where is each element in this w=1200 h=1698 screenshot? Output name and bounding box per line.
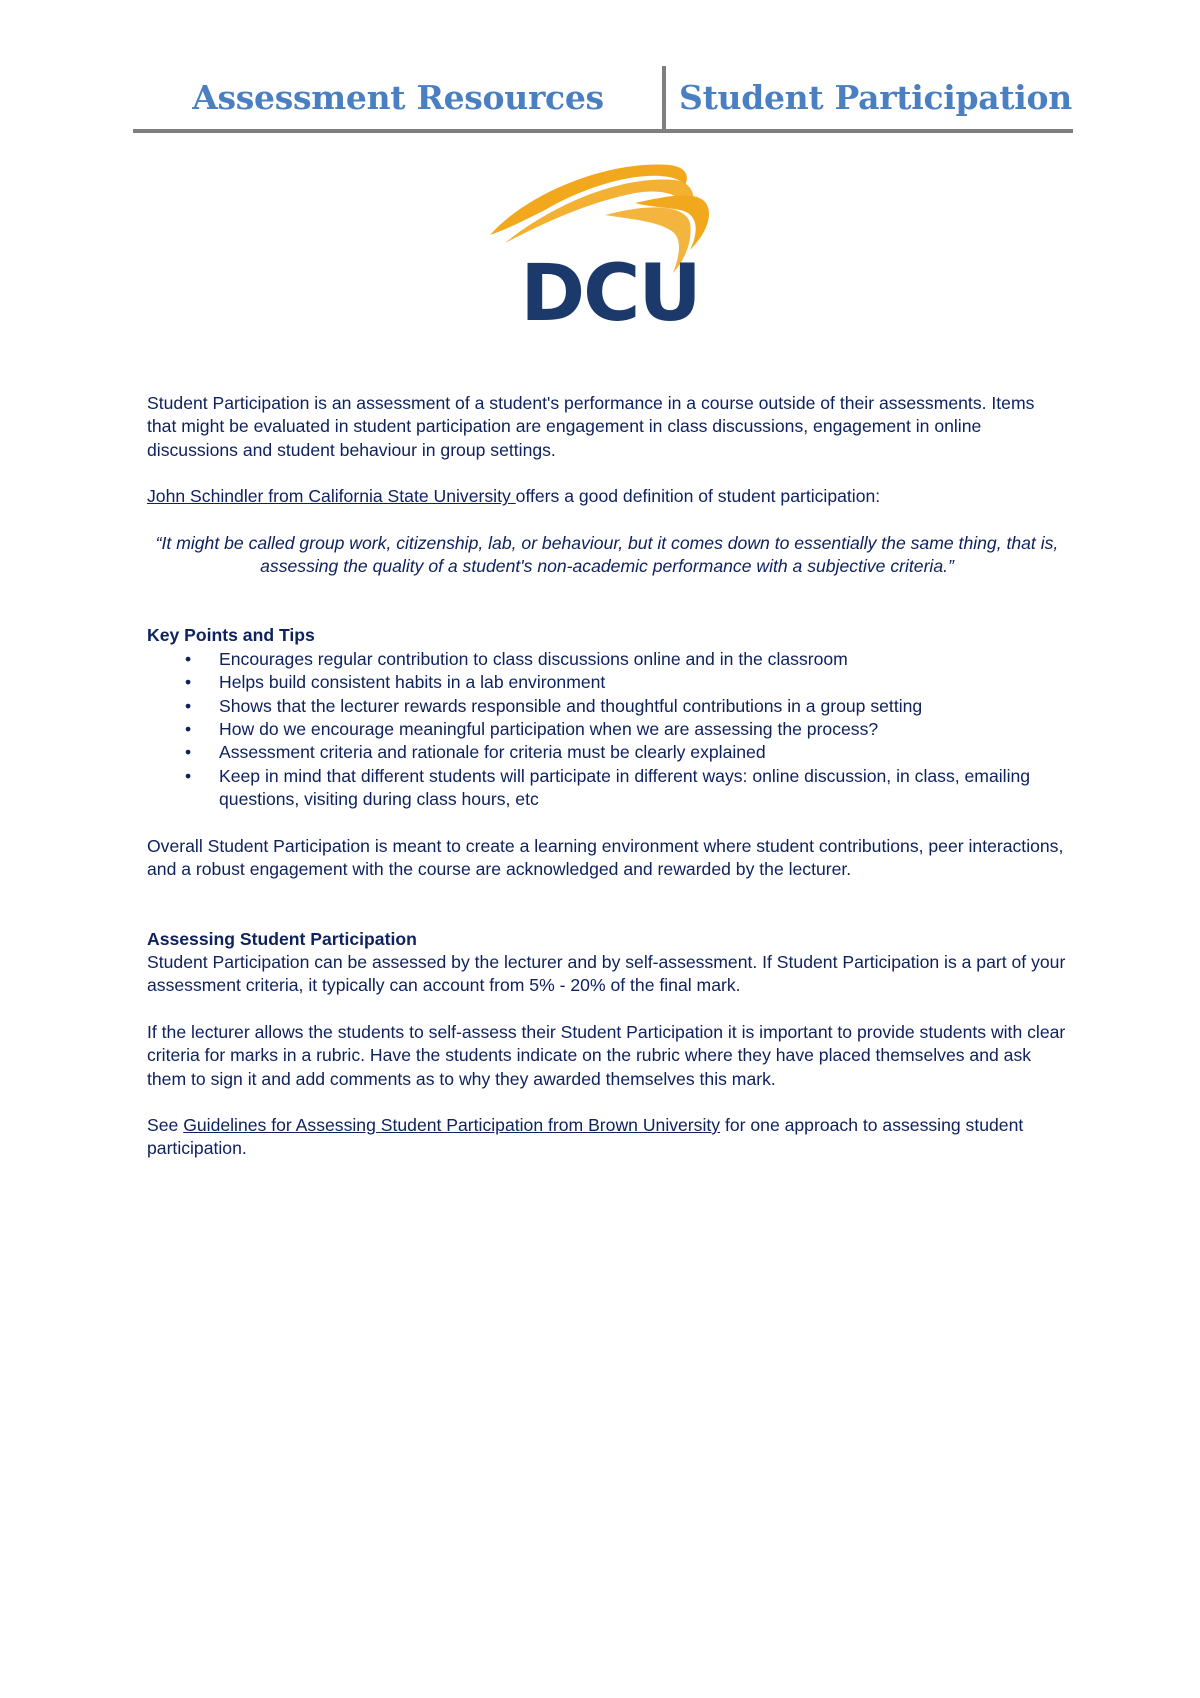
- logo-text: DCU: [520, 249, 700, 330]
- page-header: [133, 66, 1073, 134]
- definition-paragraph: [147, 485, 1067, 508]
- dcu-logo-graphic: [485, 155, 735, 330]
- key-points-list: [147, 648, 1067, 812]
- list-item: • Encourages regular contribution to class discussions online and in the classroom: [147, 648, 1067, 671]
- bullet-icon: •: [185, 695, 192, 716]
- definition-quote: “It might be called group work, citizenship, lab, or behaviour, but it comes down to essentially the same thing, that is, assessing the quality of a student's non-academic performance with a subjective criteria.”: [155, 532, 1059, 577]
- list-item: • Keep in mind that different students will participate in different ways: online discussion, in class, emailing questions, visiting during class hours, etc: [185, 765, 1031, 810]
- bullet-icon: •: [185, 648, 192, 669]
- key-points-heading: Key Points and Tips: [147, 625, 315, 646]
- bullet-icon: •: [185, 672, 192, 693]
- intro-paragraph: Student Participation is an assessment of a student's performance in a course outside of their assessments. Items that might be evaluated in student participation are engagement in class discussions, engagement in online discussions and student behaviour in group settings.: [147, 393, 1035, 460]
- dcu-logo: [485, 155, 735, 330]
- list-item: • How do we encourage meaningful participation when we are assessing the process?: [147, 718, 1067, 741]
- bullet-icon: •: [185, 742, 192, 763]
- document-body: [147, 392, 1067, 1161]
- list-item: • Assessment criteria and rationale for criteria must be clearly explained: [147, 741, 1067, 764]
- assessing-heading: Assessing Student Participation: [147, 928, 417, 949]
- header-title-assessment-resources: Assessment Resources: [192, 78, 604, 117]
- list-item: • Shows that the lecturer rewards responsible and thoughtful contributions in a group setting: [147, 695, 1067, 718]
- bullet-icon: •: [185, 719, 192, 740]
- see-guidelines-paragraph: See Guidelines for Assessing Student Participation from Brown University for one approach to assessing student participation.: [147, 1114, 1024, 1159]
- brown-guidelines-link[interactable]: Guidelines for Assessing Student Participation from Brown University: [183, 1114, 721, 1135]
- definition-text: offers a good definition of student participation:: [515, 486, 881, 507]
- assessing-paragraph-1: Student Participation can be assessed by the lecturer and by self-assessment. If Student Participation is a part of your assessment criteria, it typically can account from 5% - 20% of the final mark.: [147, 951, 1066, 996]
- overall-paragraph: Overall Student Participation is meant to create a learning environment where student contributions, peer interactions, and a robust engagement with the course are acknowledged and rewarded by the lecturer.: [147, 835, 1064, 880]
- header-title-student-participation: Student Participation: [679, 78, 1072, 117]
- bullet-icon: •: [185, 765, 192, 786]
- assessing-paragraph-2: If the lecturer allows the students to self-assess their Student Participation it is important to provide students with clear criteria for marks in a rubric. Have the students indicate on the rubric where they have placed themselves and ask them to sign it and add comments as to why they awarded themselves this mark.: [147, 1021, 1066, 1089]
- list-item: • Helps build consistent habits in a lab environment: [147, 671, 1067, 694]
- schindler-link[interactable]: John Schindler from California State University: [147, 486, 516, 507]
- header-rule: [133, 129, 1073, 133]
- header-divider: [662, 66, 666, 130]
